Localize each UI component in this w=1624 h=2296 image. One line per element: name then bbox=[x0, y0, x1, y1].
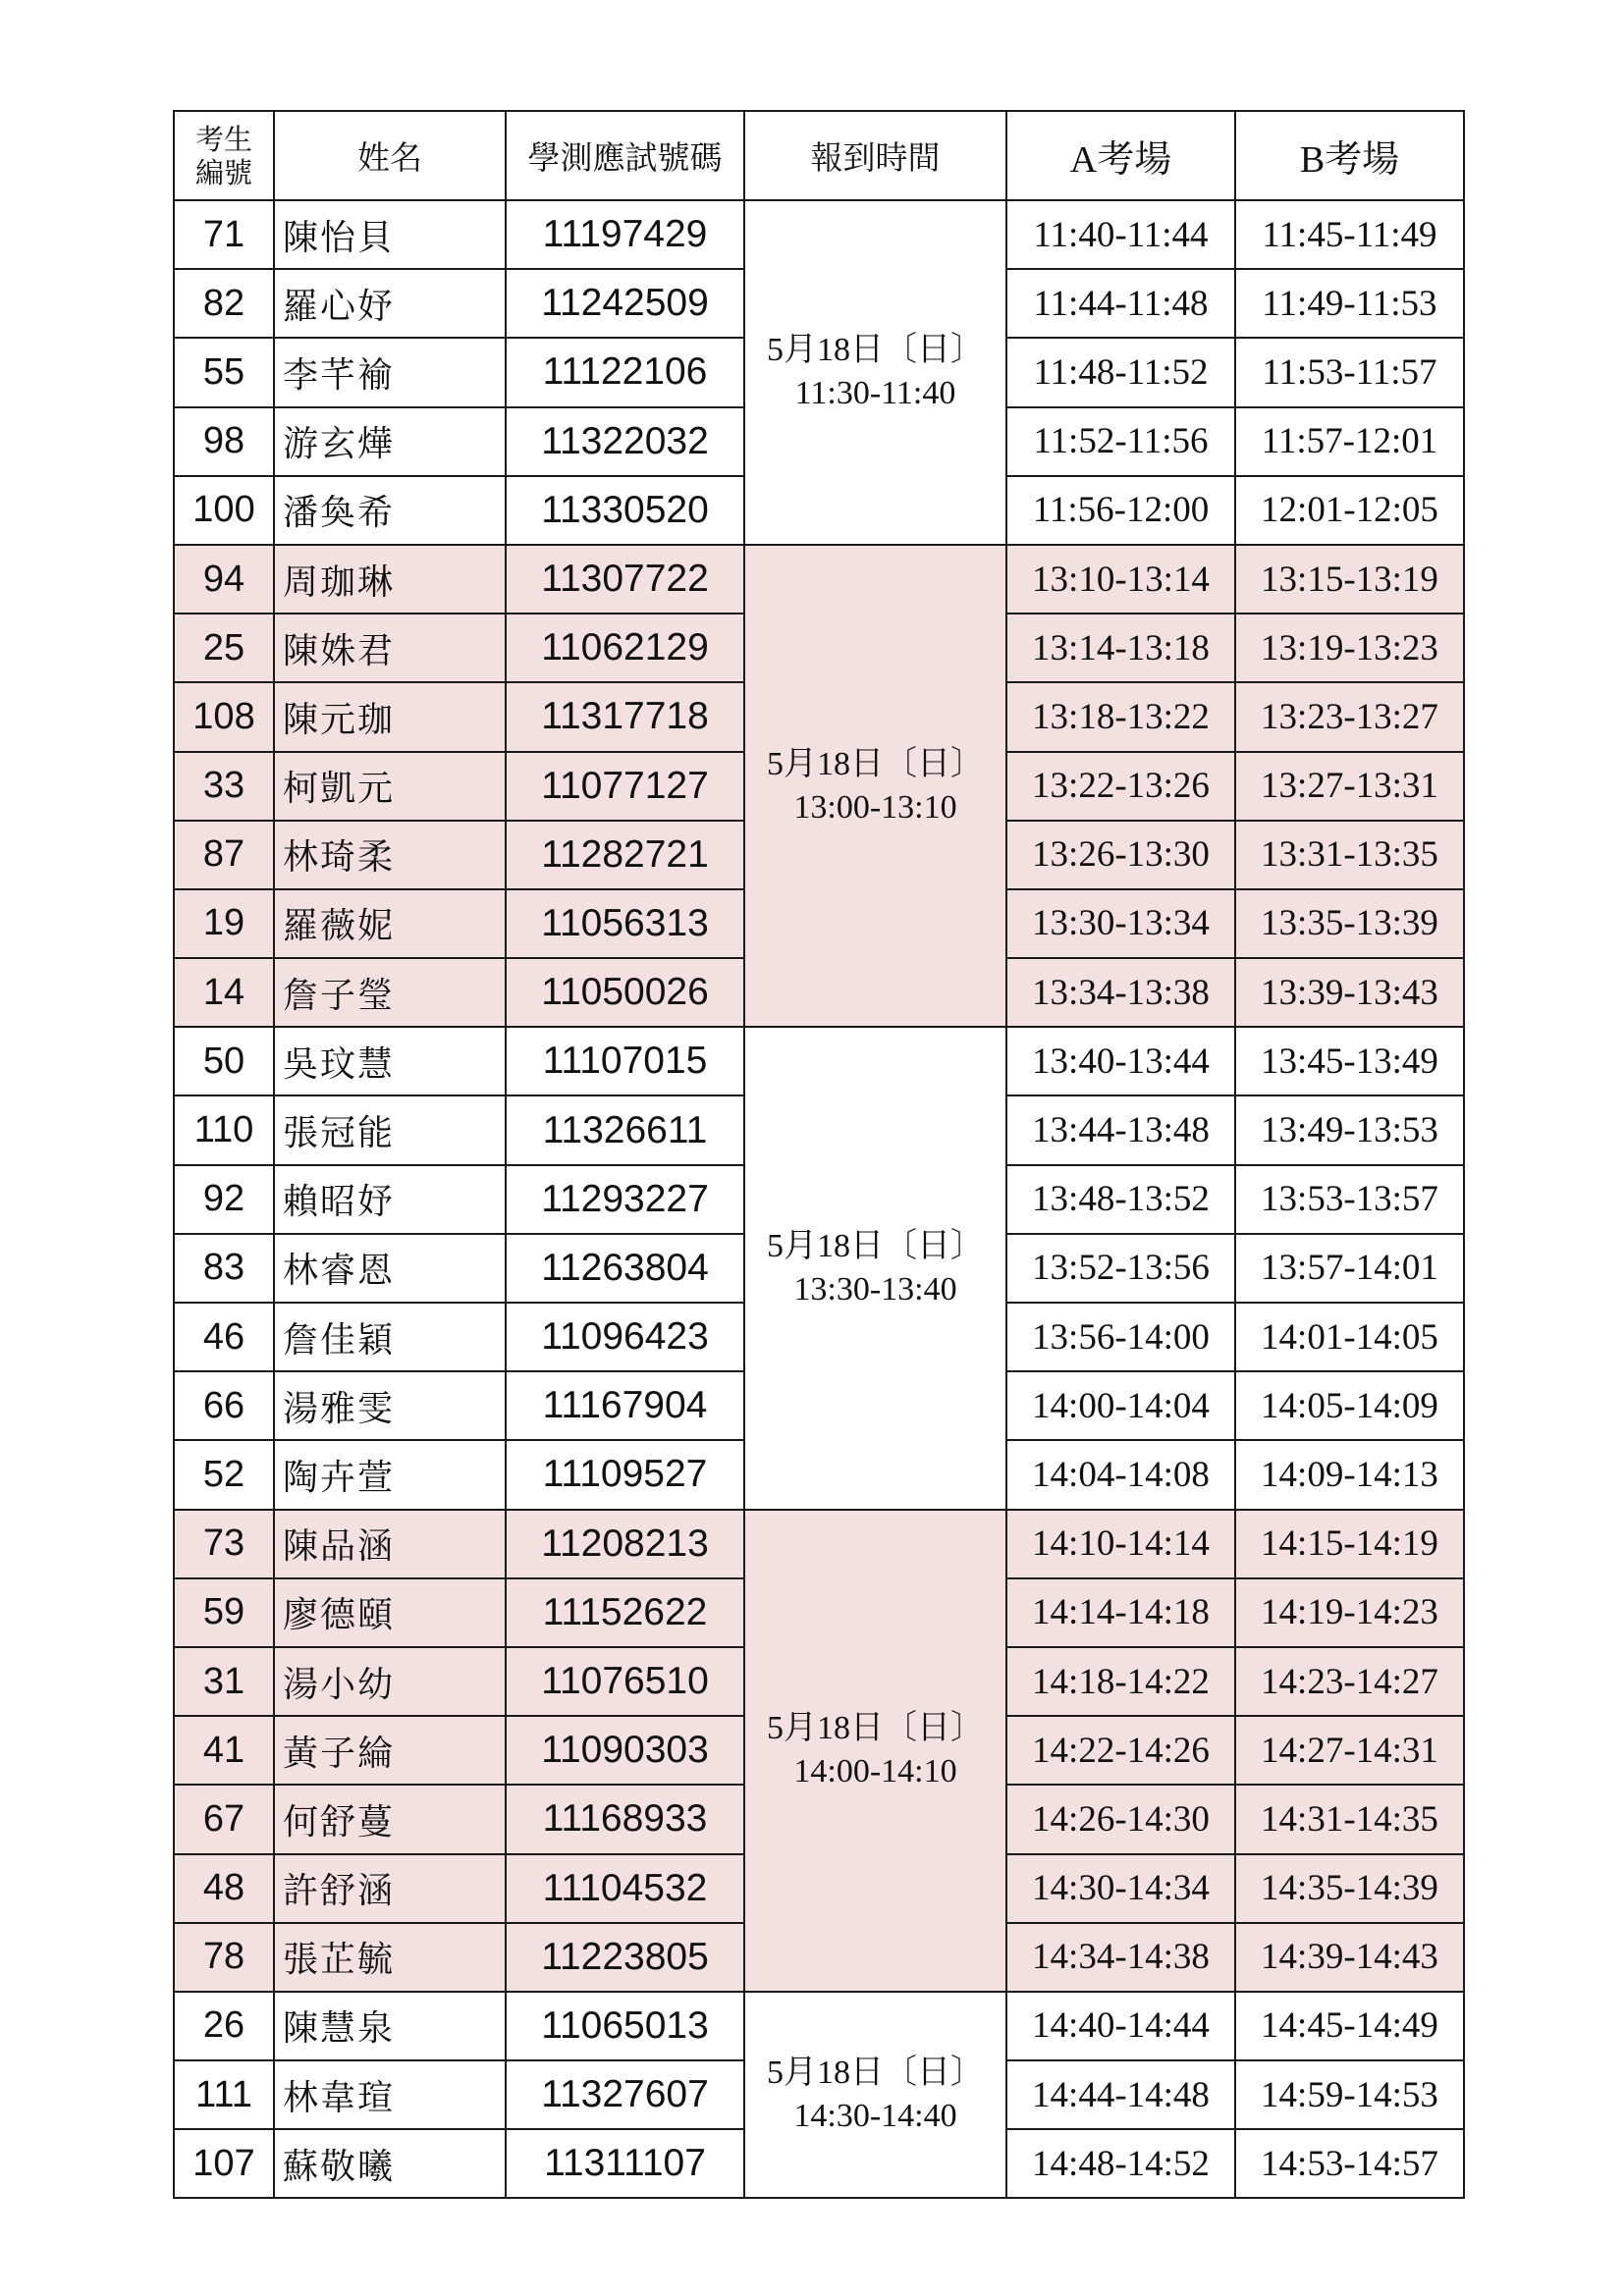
schedule-body bbox=[174, 200, 1464, 2198]
name-cell: 林睿恩 bbox=[274, 1234, 506, 1303]
name-cell: 陳姝君 bbox=[274, 614, 506, 682]
exam-number-cell: 11168933 bbox=[506, 1785, 744, 1853]
room-a-time-cell: 11:52-11:56 bbox=[1006, 407, 1235, 476]
exam-number-cell: 11122106 bbox=[506, 338, 744, 406]
exam-number-cell: 11065013 bbox=[506, 1992, 744, 2060]
name-cell: 吳玟慧 bbox=[274, 1027, 506, 1095]
exam-number-cell: 11197429 bbox=[506, 200, 744, 269]
room-b-time-cell: 14:09-14:13 bbox=[1235, 1440, 1464, 1509]
checkin-time: 11:30-11:40 bbox=[794, 375, 956, 412]
room-b-time-cell: 14:35-14:39 bbox=[1235, 1854, 1464, 1923]
candidate-number-cell: 108 bbox=[174, 682, 274, 751]
room-b-time-cell: 11:49-11:53 bbox=[1235, 269, 1464, 338]
name-cell: 詹子瑩 bbox=[274, 958, 506, 1027]
exam-number-cell: 11152622 bbox=[506, 1578, 744, 1647]
room-a-time-cell: 13:22-13:26 bbox=[1006, 752, 1235, 821]
checkin-time: 13:30-13:40 bbox=[793, 1270, 957, 1308]
room-b-time-cell: 14:45-14:49 bbox=[1235, 1992, 1464, 2060]
room-a-time-cell: 14:22-14:26 bbox=[1006, 1716, 1235, 1785]
room-a-time-cell: 13:10-13:14 bbox=[1006, 545, 1235, 614]
exam-number-cell: 11322032 bbox=[506, 407, 744, 476]
header-room-b: B考場 bbox=[1235, 111, 1464, 200]
exam-number-cell: 11076510 bbox=[506, 1647, 744, 1716]
room-b-time-cell: 14:05-14:09 bbox=[1235, 1371, 1464, 1440]
candidate-number-cell: 92 bbox=[174, 1165, 274, 1234]
room-b-time-cell: 13:53-13:57 bbox=[1235, 1165, 1464, 1234]
candidate-number-cell: 94 bbox=[174, 545, 274, 614]
room-a-time-cell: 13:14-13:18 bbox=[1006, 614, 1235, 682]
room-a-time-cell: 11:44-11:48 bbox=[1006, 269, 1235, 338]
schedule-table bbox=[173, 110, 1465, 2199]
checkin-time-cell bbox=[744, 200, 1006, 545]
room-a-time-cell: 11:48-11:52 bbox=[1006, 338, 1235, 406]
room-a-time-cell: 14:18-14:22 bbox=[1006, 1647, 1235, 1716]
candidate-number-cell: 82 bbox=[174, 269, 274, 338]
room-a-time-cell: 14:04-14:08 bbox=[1006, 1440, 1235, 1509]
name-cell: 何舒蔓 bbox=[274, 1785, 506, 1853]
name-cell: 林琦柔 bbox=[274, 821, 506, 889]
exam-number-cell: 11090303 bbox=[506, 1716, 744, 1785]
exam-number-cell: 11109527 bbox=[506, 1440, 744, 1509]
checkin-time-cell bbox=[744, 545, 1006, 1027]
room-a-time-cell: 13:44-13:48 bbox=[1006, 1095, 1235, 1164]
room-b-time-cell: 11:45-11:49 bbox=[1235, 200, 1464, 269]
checkin-time-cell bbox=[744, 1992, 1006, 2199]
exam-number-cell: 11242509 bbox=[506, 269, 744, 338]
room-a-time-cell: 11:40-11:44 bbox=[1006, 200, 1235, 269]
room-a-time-cell: 11:56-12:00 bbox=[1006, 476, 1235, 545]
room-a-time-cell: 14:00-14:04 bbox=[1006, 1371, 1235, 1440]
name-cell: 張芷毓 bbox=[274, 1923, 506, 1992]
room-b-time-cell: 13:45-13:49 bbox=[1235, 1027, 1464, 1095]
exam-number-cell: 11330520 bbox=[506, 476, 744, 545]
checkin-date: 5月18日〔日〕 bbox=[767, 332, 984, 369]
candidate-number-cell: 52 bbox=[174, 1440, 274, 1509]
name-cell: 張冠能 bbox=[274, 1095, 506, 1164]
room-a-time-cell: 13:52-13:56 bbox=[1006, 1234, 1235, 1303]
room-b-time-cell: 13:23-13:27 bbox=[1235, 682, 1464, 751]
checkin-date: 5月18日〔日〕 bbox=[767, 1710, 984, 1747]
room-b-time-cell: 13:57-14:01 bbox=[1235, 1234, 1464, 1303]
exam-number-cell: 11317718 bbox=[506, 682, 744, 751]
room-a-time-cell: 14:48-14:52 bbox=[1006, 2129, 1235, 2198]
candidate-number-cell: 50 bbox=[174, 1027, 274, 1095]
room-b-time-cell: 11:53-11:57 bbox=[1235, 338, 1464, 406]
name-cell: 柯凱元 bbox=[274, 752, 506, 821]
checkin-date: 5月18日〔日〕 bbox=[767, 2055, 984, 2092]
exam-number-cell: 11327607 bbox=[506, 2060, 744, 2129]
exam-number-cell: 11293227 bbox=[506, 1165, 744, 1234]
room-a-time-cell: 14:10-14:14 bbox=[1006, 1510, 1235, 1578]
exam-number-cell: 11263804 bbox=[506, 1234, 744, 1303]
exam-number-cell: 11282721 bbox=[506, 821, 744, 889]
room-b-time-cell: 14:15-14:19 bbox=[1235, 1510, 1464, 1578]
name-cell: 羅薇妮 bbox=[274, 889, 506, 958]
header-candidate-number-line2: 編號 bbox=[194, 155, 252, 189]
exam-number-cell: 11104532 bbox=[506, 1854, 744, 1923]
exam-number-cell: 11056313 bbox=[506, 889, 744, 958]
table-row bbox=[174, 1027, 1464, 1095]
room-b-time-cell: 13:27-13:31 bbox=[1235, 752, 1464, 821]
room-b-time-cell: 14:01-14:05 bbox=[1235, 1303, 1464, 1371]
candidate-number-cell: 19 bbox=[174, 889, 274, 958]
candidate-number-cell: 87 bbox=[174, 821, 274, 889]
exam-number-cell: 11050026 bbox=[506, 958, 744, 1027]
candidate-number-cell: 59 bbox=[174, 1578, 274, 1647]
room-a-time-cell: 13:40-13:44 bbox=[1006, 1027, 1235, 1095]
name-cell: 潘奐希 bbox=[274, 476, 506, 545]
room-a-time-cell: 14:26-14:30 bbox=[1006, 1785, 1235, 1853]
name-cell: 陳元珈 bbox=[274, 682, 506, 751]
candidate-number-cell: 83 bbox=[174, 1234, 274, 1303]
room-b-time-cell: 12:01-12:05 bbox=[1235, 476, 1464, 545]
name-cell: 廖德頤 bbox=[274, 1578, 506, 1647]
exam-number-cell: 11096423 bbox=[506, 1303, 744, 1371]
room-b-time-cell: 13:49-13:53 bbox=[1235, 1095, 1464, 1164]
name-cell: 黃子綸 bbox=[274, 1716, 506, 1785]
header-checkin-time: 報到時間 bbox=[744, 111, 1006, 200]
candidate-number-cell: 78 bbox=[174, 1923, 274, 1992]
checkin-date: 5月18日〔日〕 bbox=[767, 1227, 984, 1264]
checkin-date: 5月18日〔日〕 bbox=[767, 745, 984, 782]
candidate-number-cell: 41 bbox=[174, 1716, 274, 1785]
header-name: 姓名 bbox=[274, 111, 506, 200]
checkin-time-cell bbox=[744, 1510, 1006, 1992]
candidate-number-cell: 73 bbox=[174, 1510, 274, 1578]
table-row bbox=[174, 545, 1464, 614]
exam-number-cell: 11307722 bbox=[506, 545, 744, 614]
name-cell: 陶卉萱 bbox=[274, 1440, 506, 1509]
candidate-number-cell: 111 bbox=[174, 2060, 274, 2129]
room-b-time-cell: 13:35-13:39 bbox=[1235, 889, 1464, 958]
room-a-time-cell: 13:18-13:22 bbox=[1006, 682, 1235, 751]
exam-number-cell: 11062129 bbox=[506, 614, 744, 682]
name-cell: 陳慧泉 bbox=[274, 1992, 506, 2060]
name-cell: 李芊褕 bbox=[274, 338, 506, 406]
header-exam-number: 學測應試號碼 bbox=[506, 111, 744, 200]
candidate-number-cell: 26 bbox=[174, 1992, 274, 2060]
room-a-time-cell: 13:30-13:34 bbox=[1006, 889, 1235, 958]
name-cell: 周珈琳 bbox=[274, 545, 506, 614]
room-a-time-cell: 14:44-14:48 bbox=[1006, 2060, 1235, 2129]
table-row bbox=[174, 1510, 1464, 1578]
name-cell: 林韋瑄 bbox=[274, 2060, 506, 2129]
name-cell: 湯小幼 bbox=[274, 1647, 506, 1716]
header-candidate-number bbox=[174, 111, 274, 200]
header-candidate-number-line1: 考生 bbox=[194, 122, 252, 156]
name-cell: 陳品涵 bbox=[274, 1510, 506, 1578]
candidate-number-cell: 25 bbox=[174, 614, 274, 682]
exam-number-cell: 11077127 bbox=[506, 752, 744, 821]
name-cell: 羅心妤 bbox=[274, 269, 506, 338]
name-cell: 陳怡貝 bbox=[274, 200, 506, 269]
name-cell: 許舒涵 bbox=[274, 1854, 506, 1923]
name-cell: 詹佳穎 bbox=[274, 1303, 506, 1371]
candidate-number-cell: 55 bbox=[174, 338, 274, 406]
room-b-time-cell: 13:39-13:43 bbox=[1235, 958, 1464, 1027]
room-a-time-cell: 14:40-14:44 bbox=[1006, 1992, 1235, 2060]
room-b-time-cell: 13:19-13:23 bbox=[1235, 614, 1464, 682]
room-b-time-cell: 14:27-14:31 bbox=[1235, 1716, 1464, 1785]
exam-number-cell: 11167904 bbox=[506, 1371, 744, 1440]
room-a-time-cell: 13:56-14:00 bbox=[1006, 1303, 1235, 1371]
candidate-number-cell: 66 bbox=[174, 1371, 274, 1440]
candidate-number-cell: 98 bbox=[174, 407, 274, 476]
room-a-time-cell: 14:30-14:34 bbox=[1006, 1854, 1235, 1923]
room-a-time-cell: 13:26-13:30 bbox=[1006, 821, 1235, 889]
name-cell: 湯雅雯 bbox=[274, 1371, 506, 1440]
exam-number-cell: 11311107 bbox=[506, 2129, 744, 2198]
table-row bbox=[174, 200, 1464, 269]
exam-number-cell: 11107015 bbox=[506, 1027, 744, 1095]
checkin-time-cell bbox=[744, 1027, 1006, 1509]
room-a-time-cell: 14:34-14:38 bbox=[1006, 1923, 1235, 1992]
candidate-number-cell: 100 bbox=[174, 476, 274, 545]
candidate-number-cell: 67 bbox=[174, 1785, 274, 1853]
header-row bbox=[174, 111, 1464, 200]
table-row bbox=[174, 1992, 1464, 2060]
candidate-number-cell: 71 bbox=[174, 200, 274, 269]
room-b-time-cell: 14:19-14:23 bbox=[1235, 1578, 1464, 1647]
room-b-time-cell: 14:31-14:35 bbox=[1235, 1785, 1464, 1853]
room-b-time-cell: 13:15-13:19 bbox=[1235, 545, 1464, 614]
room-b-time-cell: 13:31-13:35 bbox=[1235, 821, 1464, 889]
name-cell: 蘇敬曦 bbox=[274, 2129, 506, 2198]
candidate-number-cell: 107 bbox=[174, 2129, 274, 2198]
room-a-time-cell: 13:34-13:38 bbox=[1006, 958, 1235, 1027]
candidate-number-cell: 110 bbox=[174, 1095, 274, 1164]
exam-number-cell: 11223805 bbox=[506, 1923, 744, 1992]
candidate-number-cell: 48 bbox=[174, 1854, 274, 1923]
candidate-number-cell: 46 bbox=[174, 1303, 274, 1371]
room-b-time-cell: 14:39-14:43 bbox=[1235, 1923, 1464, 1992]
room-a-time-cell: 13:48-13:52 bbox=[1006, 1165, 1235, 1234]
exam-number-cell: 11326611 bbox=[506, 1095, 744, 1164]
checkin-time: 14:00-14:10 bbox=[793, 1753, 957, 1790]
room-b-time-cell: 14:53-14:57 bbox=[1235, 2129, 1464, 2198]
candidate-number-cell: 33 bbox=[174, 752, 274, 821]
name-cell: 游玄燁 bbox=[274, 407, 506, 476]
candidate-number-cell: 14 bbox=[174, 958, 274, 1027]
room-b-time-cell: 11:57-12:01 bbox=[1235, 407, 1464, 476]
room-b-time-cell: 14:23-14:27 bbox=[1235, 1647, 1464, 1716]
room-a-time-cell: 14:14-14:18 bbox=[1006, 1578, 1235, 1647]
room-b-time-cell: 14:59-14:53 bbox=[1235, 2060, 1464, 2129]
header-room-a: A考場 bbox=[1006, 111, 1235, 200]
exam-number-cell: 11208213 bbox=[506, 1510, 744, 1578]
candidate-number-cell: 31 bbox=[174, 1647, 274, 1716]
checkin-time: 13:00-13:10 bbox=[793, 788, 957, 826]
checkin-time: 14:30-14:40 bbox=[793, 2098, 957, 2135]
name-cell: 賴昭妤 bbox=[274, 1165, 506, 1234]
